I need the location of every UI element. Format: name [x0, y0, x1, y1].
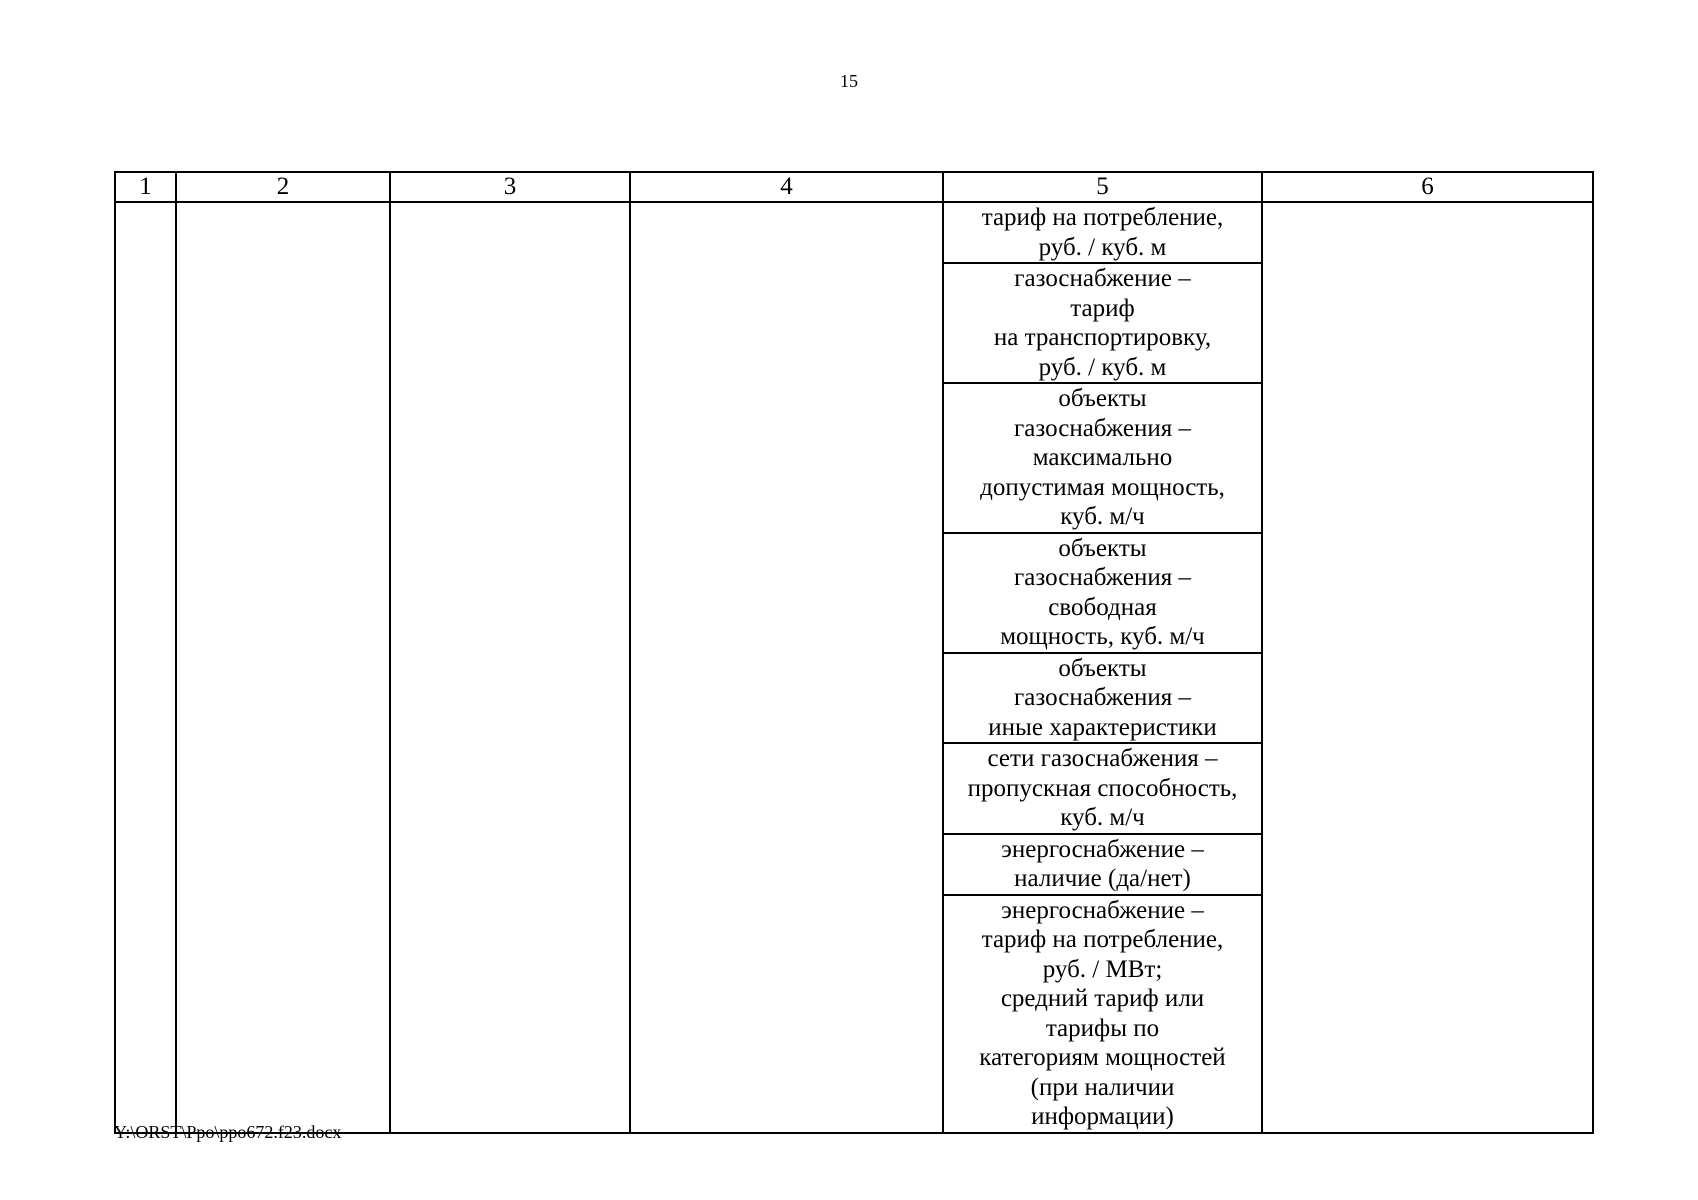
column-5-cell: энергоснабжение – тариф на потребление, руб. / МВт; средний тариф или тарифы по категориям мощностей (при наличии информации)	[943, 895, 1262, 1133]
column-4-cell	[630, 202, 943, 1133]
column-2-cell	[176, 202, 390, 1133]
column-header: 6	[1262, 172, 1593, 202]
column-header: 4	[630, 172, 943, 202]
column-5-cell: объекты газоснабжения – максимально допустимая мощность, куб. м/ч	[943, 383, 1262, 533]
column-3-cell	[390, 202, 630, 1133]
column-5-cell: газоснабжение – тариф на транспортировку, руб. / куб. м	[943, 263, 1262, 383]
column-5-cell: тариф на потребление, руб. / куб. м	[943, 202, 1262, 263]
column-5-cell: объекты газоснабжения – свободная мощность, куб. м/ч	[943, 533, 1262, 653]
column-header: 3	[390, 172, 630, 202]
table-row	[115, 202, 1593, 263]
column-5-cell: объекты газоснабжения – иные характеристики	[943, 653, 1262, 744]
page-number: 15	[840, 71, 858, 91]
table-header-row	[115, 172, 1593, 202]
column-5-cell: энергоснабжение – наличие (да/нет)	[943, 834, 1262, 895]
column-header: 5	[943, 172, 1262, 202]
column-header: 1	[115, 172, 176, 202]
column-6-cell	[1262, 202, 1593, 1133]
column-5-cell: сети газоснабжения – пропускная способность, куб. м/ч	[943, 743, 1262, 834]
column-1-cell	[115, 202, 176, 1133]
data-table	[114, 171, 1594, 1134]
footer-file-path: Y:\ORST\Ppo\ppo672.f23.docx	[114, 1122, 342, 1142]
column-header: 2	[176, 172, 390, 202]
